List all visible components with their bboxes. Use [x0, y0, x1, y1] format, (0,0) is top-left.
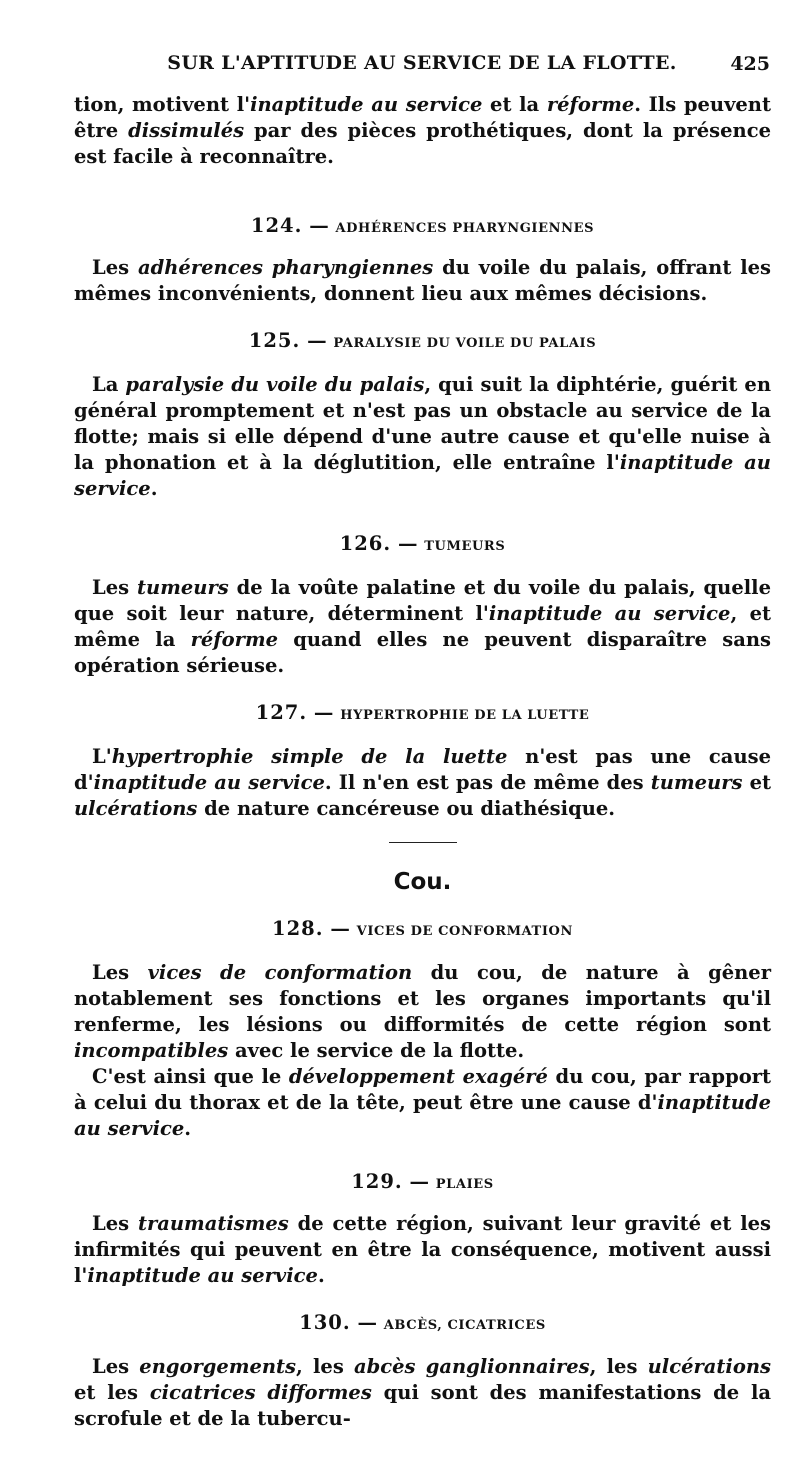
running-title: SUR L'APTITUDE AU SERVICE DE LA FLOTTE.	[167, 52, 677, 74]
paragraph-127: L'hypertrophie simple de la luette n'est pas une cause d'inaptitude au service. Il n'en est pas de même des tumeurs et ulcérations de nature cancéreuse ou diathésique.	[74, 745, 772, 820]
paragraph-130: Les engorgements, les abcès ganglionnaires, les ulcérations et les cicatrices difformes qui sont des manifestations de la scrofule et de la tubercu-	[74, 1355, 771, 1430]
paragraph-128-b: C'est ainsi que le développement exagéré du cou, par rapport à celui du thorax et de la tête, peut être une cause d'inaptitude au service.	[74, 1065, 771, 1140]
paragraph-125: La paralysie du voile du palais, qui suit la diphtérie, guérit en général promptement et n'est pas un obstacle au service de la flotte; mais si elle dépend d'une autre cause et qu'elle nuise à la phonation et à la déglutition, elle entraîne l'inaptitude au service.	[74, 373, 772, 500]
section-heading-124: 124. — ADHÉRENCES PHARYNGIENNES	[250, 214, 595, 237]
paragraph-126: Les tumeurs de la voûte palatine et du voile du palais, quelle que soit leur nature, déterminent l'inaptitude au service, et même la réforme quand elles ne peuvent disparaître sans opération sérieuse.	[74, 576, 772, 677]
section-heading-126: 126. — TUMEURS	[339, 532, 506, 555]
section-heading-128: 128. — VICES DE CONFORMATION	[272, 917, 573, 940]
page-number: 425	[730, 53, 770, 75]
chapter-title: Cou.	[393, 869, 452, 895]
paragraph-continuation: tion, motivent l'inaptitude au service et la réforme. Ils peuvent être dissimulés par des pièces prothétiques, dont la présence est facile à reconnaître.	[74, 93, 771, 168]
paragraph-129: Les traumatismes de cette région, suivant leur gravité et les infirmités qui peuvent en être la conséquence, motivent aussi l'inaptitude au service.	[74, 1212, 771, 1287]
paragraph-128-a: Les vices de conformation du cou, de nature à gêner notablement ses fonctions et les organes importants qu'il renferme, les lésions ou difformités de cette région sont incompatibles avec le service de la flotte.	[74, 961, 771, 1062]
paragraph-124: Les adhérences pharyngiennes du voile du palais, offrant les mêmes inconvénients, donnent lieu aux mêmes décisions.	[74, 256, 771, 305]
section-heading-129: 129. — PLAIES	[351, 1170, 494, 1193]
body-text	[74, 92, 771, 1432]
section-heading-125: 125. — PARALYSIE DU VOILE DU PALAIS	[248, 329, 597, 352]
running-header	[74, 52, 770, 82]
section-heading-127: 127. — HYPERTROPHIE DE LA LUETTE	[255, 701, 590, 724]
section-heading-130: 130. — ABCÈS, CICATRICES	[299, 1311, 546, 1334]
